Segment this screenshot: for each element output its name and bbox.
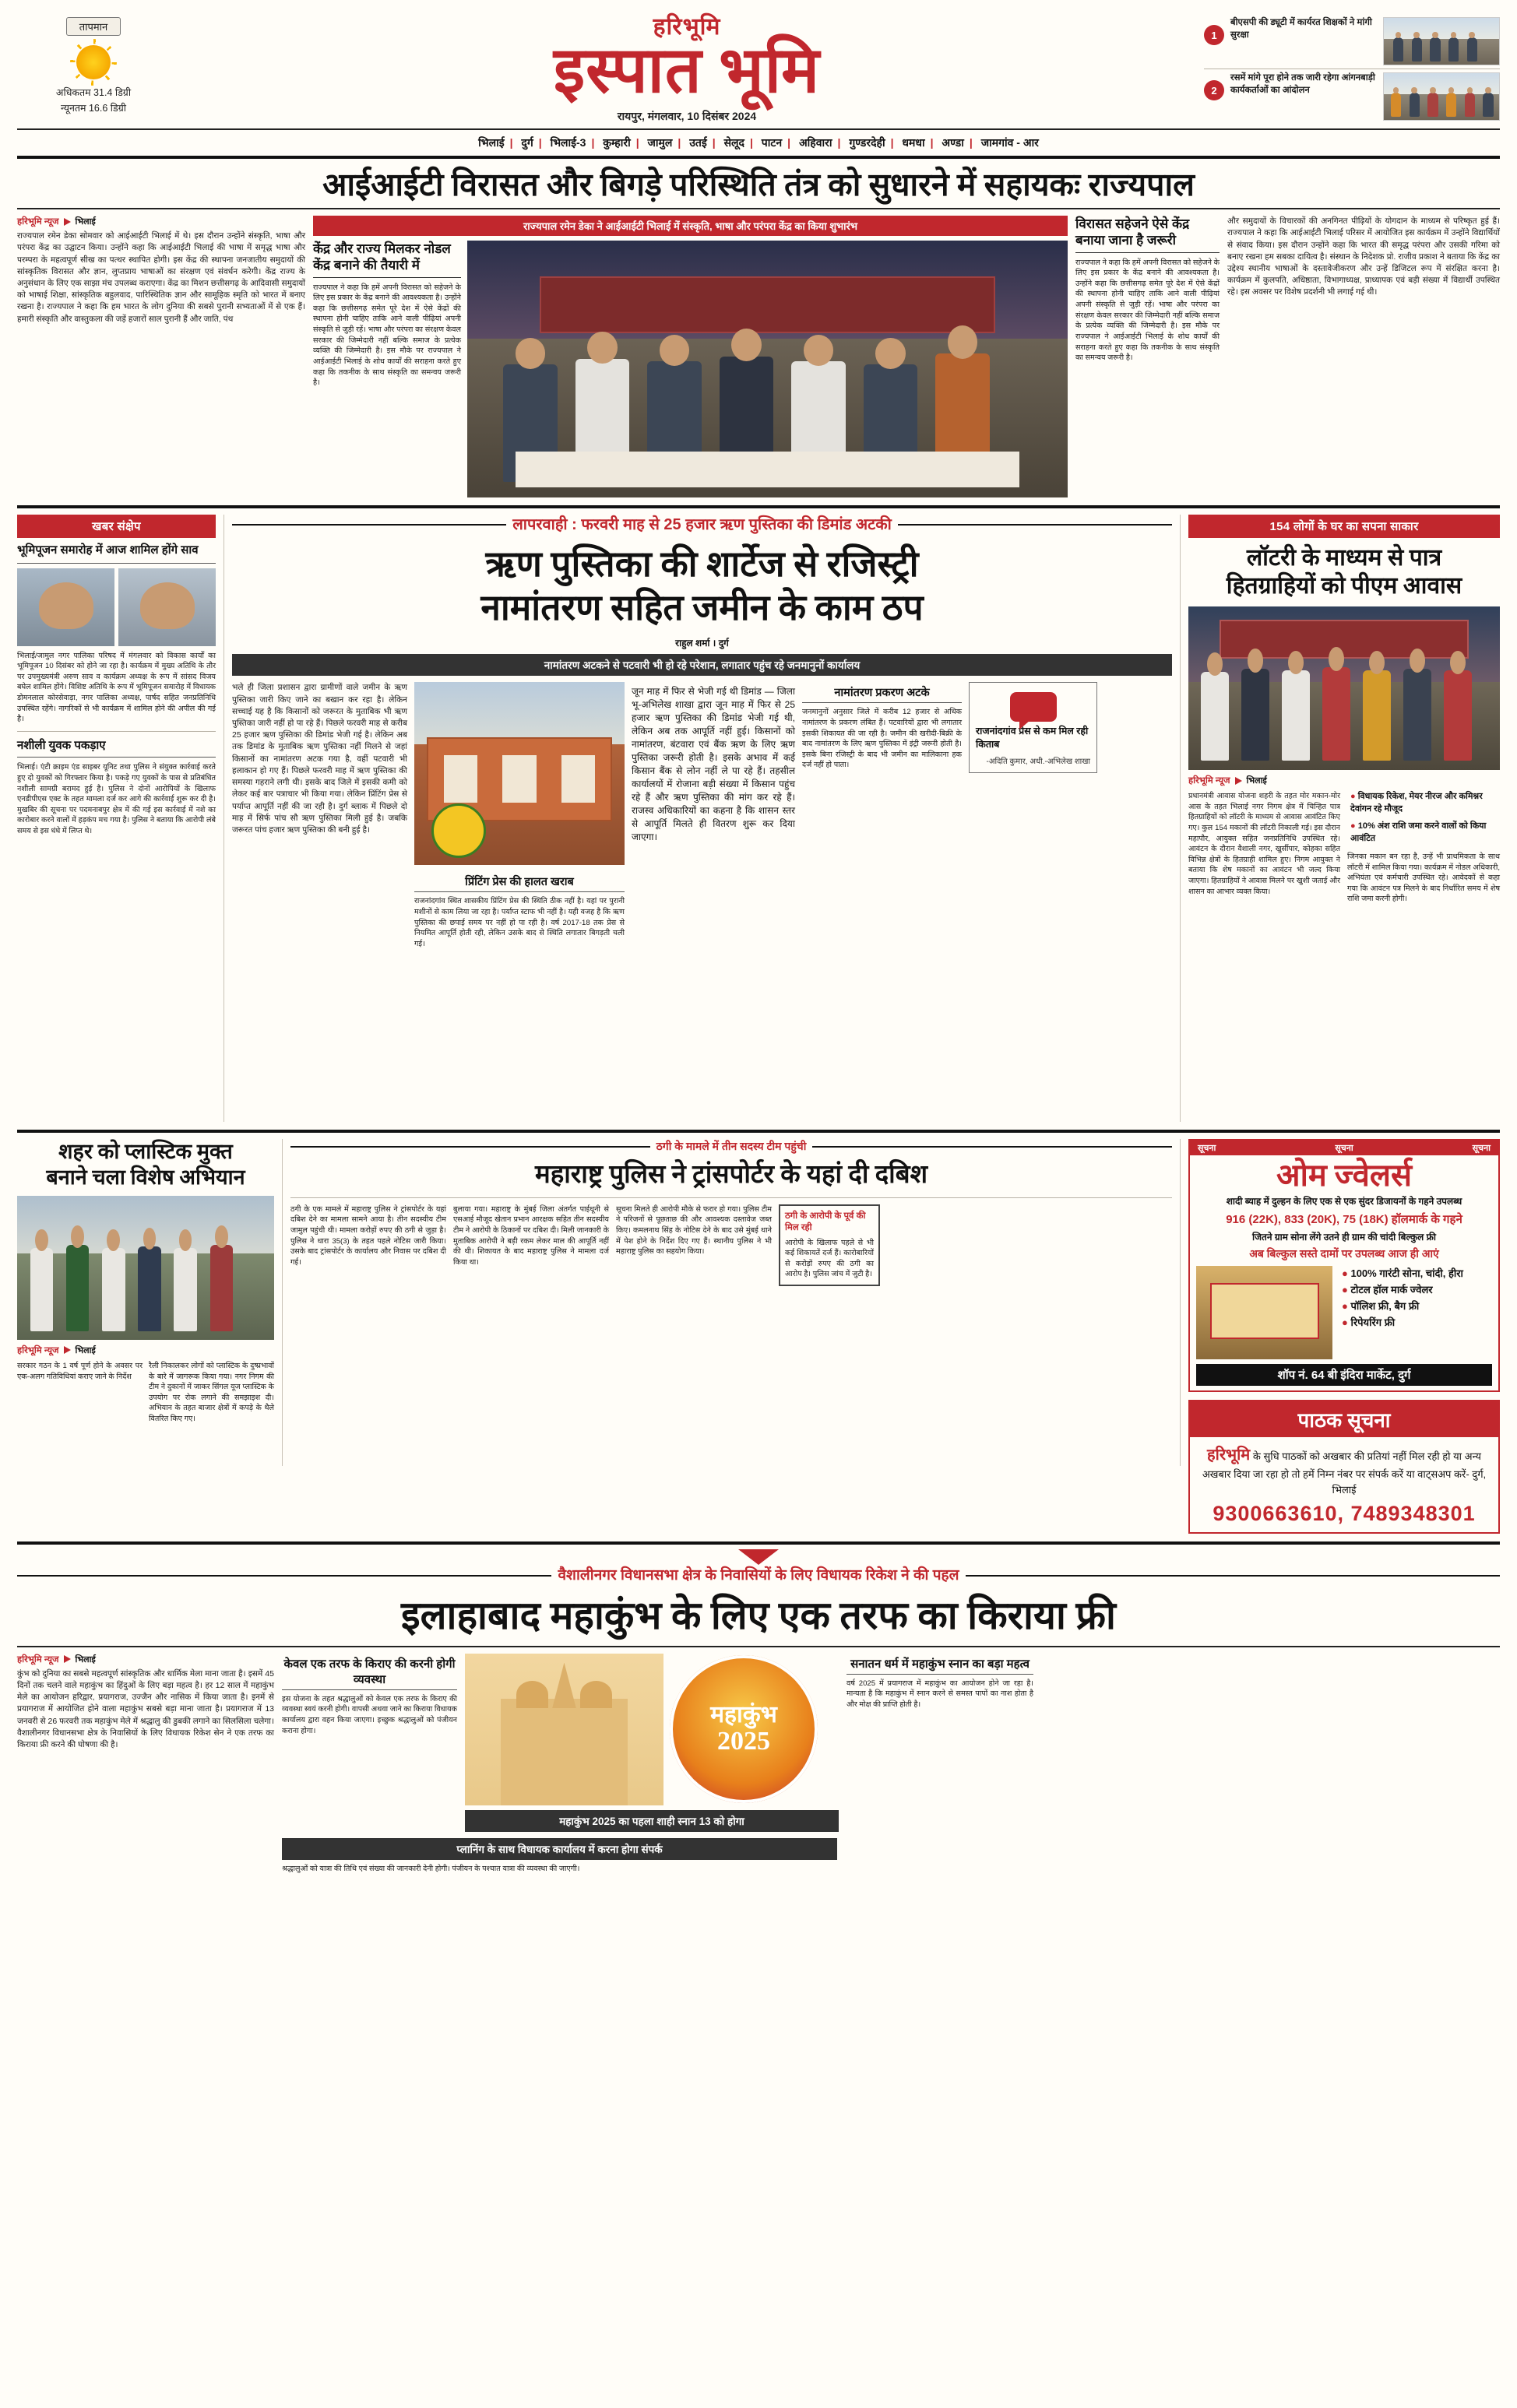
mk-badge-t1: महाकुंभ [710,1701,777,1728]
edition-2[interactable]: भिलाई-3 [550,136,586,149]
mh-col-3: सूचना मिलते ही आरोपी मौके से फरार हो गया। पुलिस टीम ने परिजनों से पूछताछ की और आवश्यक दस्तावेज जब्त किए। कमलनाथ सिंह के नोटिस देने के बाद उसे मुंबई थाने में पेश होने के निर्देश दिए गए हैं। स्थानीय पुलिस ने भी महाराष्ट्र पुलिस का सहयोग किया। [616,1204,772,1257]
rin-sub2-head: नामांतरण प्रकरण अटके [802,682,962,703]
ad-bullets [1339,1266,1492,1359]
rin-sub-bar: नामांतरण अटकने से पटवारी भी हो रहे परेशान, लगातार पहुंच रहे जनमानुनों कार्यालय [232,654,1172,676]
lottery-text: प्रधानमंत्री आवास योजना शहरी के तहत मोर मकान-मोर आस के तहत भिलाई नगर निगम क्षेत्र में चिन्हित पात्र हितग्राहियों को लॉटरी के माध्यम से आवास आवंटित किए गए। कुल 154 मकानों की लॉटरी निकाली गई। इस दौरान महापौर, आयुक्त सहित जनप्रतिनिधि उपस्थित रहे। आवंटन के दौरान वैशाली नगर, खुर्सीपार, कोहका सहित विभिन्न क्षेत्रों के हितग्राही शामिल हुए। निगम आयुक्त ने बताया कि शेष मकानों का आवंटन भी जल्द किया जाएगा। हितग्राहियों ने आवास मिलने पर खुशी जताई और शासन का आभार व्यक्त किया। [1188,792,1340,896]
plastic-byline-tag: हरिभूमि न्यूज [17,1345,59,1355]
khabar-item2-head: नशीली युवक पकड़ाए [17,738,216,758]
lead-byline-tag: हरिभूमि न्यूज [17,217,59,227]
brief-number: 1 [1204,25,1224,45]
lottery-bar: 154 लोगों के घर का सपना साकार [1188,515,1500,538]
lead-headline: आईआईटी विरासत और बिगड़े परिस्थिति तंत्र को सुधारने में सहायकः राज्यपाल [322,167,1195,202]
lottery-headline-1: लॉटरी के माध्यम से पात्र [1246,545,1442,571]
edition-11[interactable]: अण्डा [942,136,964,149]
mk-byline-place: भिलाई [75,1654,96,1665]
ad-photo [1196,1266,1332,1359]
maharashtra-story [290,1139,1172,1286]
lead-photo [467,241,1068,497]
brief-text: बीएसपी की ड्यूटी में कार्यरत शिक्षकों ने मांगी सुरक्षा [1230,18,1372,40]
paper-name: इस्पात भूमि [553,35,821,106]
mk-col-1 [17,1654,274,1752]
plastic-photo [17,1196,274,1340]
triangle-icon [1235,777,1242,785]
lead-sub-right-text: राज्यपाल ने कहा कि हमें अपनी विरासत को सहेजने के लिए इस प्रकार के केंद्र बनाने की आवश्यकता है। उन्होंने कहा कि छत्तीसगढ़ समेत पूरे देश में ऐसे केंद्रों की स्थापना होनी चाहिए ताकि आने वाली पीढ़ियां अपनी संस्कृति से जुड़ी रहें। भाषा और परंपरा का संरक्षण केवल सरकार की जिम्मेदारी नहीं बल्कि समाज के प्रत्येक व्यक्ति की जिम्मेदारी है। इस मौके पर राज्यपाल ने आईआईटी भिलाई के शोध कार्यों की सराहना करते हुए कहा कि तकनीक के साथ संस्कृति का समन्वय जरूरी है। [1075,258,1220,363]
mk-headline: इलाहाबाद महाकुंभ के लिए एक तरफ का किराया फ्री [401,1593,1116,1637]
ad-line-1: शादी ब्याह में दुल्हन के लिए एक से एक सुंदर डिजायनों के गहने उपलब्ध [1226,1196,1462,1208]
mk-text-1: कुंभ को दुनिया का सबसे महत्वपूर्ण सांस्कृतिक और धार्मिक मेला माना जाता है। इसमें 45 दिनों तक चलने वाले महाकुंभ का हिंदुओं के लिए बड़ा महत्व है। हर 12 साल में महाकुंभ मेले का आयोजन हरिद्वार, प्रयागराज, उज्जैन और नासिक में किया जाता है। इनमें से प्रयागराज में आयोजित होने वाला महाकुंभ सबसे बड़ा माना जाता है। प्रयागराज में 13 जनवरी से 26 फरवरी तक महाकुंभ मेले में श्रद्धालु की डुबकी लगाने का सिलसिला चलेगा। वैशालीनगर विधानसभा क्षेत्र के निवासियों के लिए विधायक रिकेश सेन ने एक तरफ का किराया फ्री करने की घोषणा की है। [17,1668,274,1750]
lottery-headline-2: हितग्राहियों को पीएम आवास [1226,573,1462,599]
lead-center [313,216,1068,497]
lottery-text-2: जिनका मकान बन रहा है, उन्हें भी प्राथमिकता के साथ लॉटरी में शामिल किया गया। कार्यक्रम में नोडल अधिकारी, अभियंता एवं कर्मचारी उपस्थित रहे। आवेदकों से कहा गया कि आवंटन पत्र मिलने के बाद निर्धारित समय में शेष राशि जमा करनी होगी। [1347,852,1500,904]
khabar-item1-text: भिलाई/जामुल नगर पालिका परिषद में मंगलवार को विकास कार्यों का भूमिपूजन 10 दिसंबर को होने जा रहा है। कार्यक्रम में मुख्य अतिथि के तौर पर उपमुख्यमंत्री अरुण साव व कार्यक्रम अध्यक्ष के रूप में सांसद विजय बघेल शामिल होंगे। विशिष्ट अतिथि के रूप में भूमिपूजन समारोह में विधायक डोमनलाल कोरसेवाड़ा, नगर पालिका अध्यक्ष, पार्षद सहित जनप्रतिनिधि उपस्थित रहेंगे। नागरिकों से भी कार्यक्रम में शामिल होने की अपील की गई है। [17,651,216,724]
lead-story [17,159,1500,497]
mh-side-box [779,1204,880,1286]
triangle-icon [64,1655,71,1663]
masthead-title [178,14,1196,124]
triangle-icon [64,1346,71,1354]
khabar-photo-2 [118,568,216,646]
lead-sub-left-text: राज्यपाल ने कहा कि हमें अपनी विरासत को सहेजने के लिए इस प्रकार के केंद्र बनाने की आवश्यकता है। उन्होंने कहा कि छत्तीसगढ़ समेत पूरे देश में ऐसे केंद्रों की स्थापना होनी चाहिए ताकि आने वाली पीढ़ियां अपनी संस्कृति से जुड़ी रहें। भाषा और परंपरा का संरक्षण केवल सरकार की जिम्मेदारी नहीं बल्कि समाज के प्रत्येक व्यक्ति की जिम्मेदारी है। इस मौके पर राज्यपाल ने आईआईटी भिलाई के शोध कार्यों की सराहना करते हुए कहा कि तकनीक के साथ संस्कृति का समन्वय जरूरी है। [313,283,461,388]
max-temp: अधिकतम 31.4 डिग्री [55,87,132,98]
rin-sub1-text: राजनांदगांव स्थित शासकीय प्रिंटिंग प्रेस की स्थिति ठीक नहीं है। यहां पर पुरानी मशीनों से काम लिया जा रहा है। पर्याप्त स्टाफ भी नहीं है। यही वजह है कि ऋण पुस्तिका की छपाई समय पर नहीं हो पा रही है। वर्ष 2017-18 तक प्रेस से नियमित आपूर्ति होती रही, लेकिन उसके बाद से स्थिति लगातार बिगड़ती चली गई। [414,897,625,948]
lead-sub-left-head: केंद्र और राज्य मिलकर नोडल केंद्र बनाने की तैयारी में [313,241,461,278]
mk-sub1-text: इस योजना के तहत श्रद्धालुओं को केवल एक तरफ के किराए की व्यवस्था स्वयं करनी होगी। वापसी अथवा जाने का किराया विधायक कार्यालय द्वारा वहन किया जाएगा। इच्छुक श्रद्धालुओं को पंजीयन कराना होगा। [282,1694,457,1735]
edition-7[interactable]: पाटन [761,136,783,149]
edition-5[interactable]: उतई [689,136,707,149]
rin-quote: राजनांदगांव प्रेस से कम मिल रही किताब [976,726,1089,751]
edition-12[interactable]: जामगांव - आर [980,136,1039,149]
reader-notice[interactable] [1188,1400,1500,1534]
lead-text-1: राज्यपाल रमेन डेका सोमवार को आईआईटी भिलाई में थे। इस दौरान उन्होंने संस्कृति, भाषा और परंपरा केंद्र का उद्घाटन किया। उन्होंने कहा कि आईआईटी भिलाई की भाषा में समृद्ध भाषा और परम्परा के महत्वपूर्ण सीख का पत्थर स्थापित होगी। इस केंद्र की स्थापना जनजातीय समुदायों की सांस्कृतिक विरासत और ज्ञान, लुप्तप्राय भाषाओं का संरक्षण एवं संवर्धन करेगी। केंद्र राज्य के अनुसंधान के लिए एक साझा मंच उपलब्ध कराएगा। केंद्र का मिशन छत्तीसगढ़ के आदिवासी समुदायों को भाषाई शिक्षा, सांस्कृतिक बहुलवाद, पारिस्थितिक ज्ञान और सामूहिक स्मृति को भारत में बनाए रखना है। राज्यपाल ने कहा कि हम भारत के लोग दुनिया की सबसे पुरानी सभ्यताओं में से एक हैं। हमारी संस्कृति और वास्तुकला की जड़ें हजारों साल पुरानी हैं और जाति, पंथ [17,231,305,324]
quote-bubble-icon [1010,692,1057,722]
weather-title: तापमान [66,17,121,36]
mk-caption: महाकुंभ 2025 का पहला शाही स्नान 13 को होगा [465,1810,839,1832]
ad-bullet-1: ● टोटल हॉल मार्क ज्वेलर [1342,1282,1492,1299]
khabar-sankshep [17,515,216,837]
lottery-byline-tag: हरिभूमि न्यूज [1188,776,1230,786]
ad-bullet-2: ● पॉलिश फ्री, बैग फ्री [1342,1299,1492,1315]
plastic-headline-1: शहर को प्लास्टिक मुक्त [58,1140,233,1164]
place-date: रायपुर, मंगलवार, 10 दिसंबर 2024 [617,109,757,122]
rin-sub1-head: प्रिंटिंग प्रेस की हालत खराब [414,871,625,892]
notice-phone[interactable]: 9300663610, 7489348301 [1213,1502,1476,1526]
arrow-down-icon [738,1549,779,1565]
rin-byline: राहुल शर्मा । दुर्ग [675,638,729,649]
rin-headline-2: नामांतरण सहित जमीन के काम ठप [480,588,924,628]
ad-tag-left: सूचना [1198,1144,1216,1154]
khabar-item1-head: भूमिपूजन समारोह में आज शामिल होंगे साव [17,538,216,564]
brief-item[interactable] [1204,14,1500,69]
khabar-item2-text: भिलाई। एंटी क्राइम एंड साइबर यूनिट तथा पुलिस ने संयुक्त कार्रवाई करते हुए दो युवकों को गिरफ्तार किया है। पकड़े गए युवकों के पास से प्रतिबंधित नशीली सामग्री बरामद हुई है। पुलिस ने दोनों आरोपियों के खिलाफ एनडीपीएस एक्ट के तहत मामला दर्ज कर आगे की कार्रवाई शुरू कर दी है। मुखबिर की सूचना पर पदमनाबपुर क्षेत्र में की गई इस कार्रवाई में नशे का कारोबार करने वालों में हड़कंप मच गया है। पुलिस ने बताया कि आरोपी लंबे समय से इस धंधे में लिप्त थे। [17,763,216,836]
plastic-headline-2: बनाने चला विशेष अभियान [46,1165,245,1189]
ad-line-4: अब बिल्कुल सस्ते दामों पर उपलब्ध आज ही आएं [1249,1247,1439,1260]
min-temp: न्यूनतम 16.6 डिग्री [61,103,126,114]
rin-headline-1: ऋण पुस्तिका की शार्टेज से रजिस्ट्री [485,544,919,585]
sun-icon [76,45,111,79]
edition-9[interactable]: गुण्डरदेही [849,136,885,149]
mh-col-1: ठगी के एक मामले में महाराष्ट्र पुलिस ने ट्रांसपोर्टर के यहां दबिश देने का मामला सामने आया है। तीन सदस्यीय टीम जामुल पहुंची थी। मामला करोड़ों रुपए की ठगी से जुड़ा है। पुलिस ने धारा 35(3) के तहत पहले नोटिस जारी किया। उसके बाद ट्रांसपोर्टर के कार्यालय और निवास पर दबिश दी गई। [290,1204,446,1267]
mk-media [465,1654,839,1832]
mk-kicker: वैशालीनगर विधानसभा क्षेत्र के निवासियों के लिए विधायक रिकेश ने की पहल [558,1567,959,1584]
notice-text: के सुधि पाठकों को अखबार की प्रतियां नहीं मिल रही हो या अन्य अखबार दिया जा रहा हो तो हमें निम्न नंबर पर संपर्क करें या वाट्सअप करें- दुर्ग, भिलाई [1202,1450,1487,1496]
masthead [17,14,1500,124]
brief-text: रसमें मांगे पूरा होने तक जारी रहेगा आंगनबाड़ी कार्यकर्ताओं का आंदोलन [1230,73,1375,95]
khabar-photo-1 [17,568,114,646]
lottery-byline-place: भिलाई [1246,776,1267,786]
rin-kicker: लापरवाही : फरवरी माह से 25 हजार ऋण पुस्तिका की डिमांड अटकी [512,516,892,534]
brief-photo [1383,17,1500,65]
lead-col-3 [1227,216,1500,497]
plastic-byline-place: भिलाई [75,1345,96,1355]
lead-text-3: और समुदायों के विचारकों की अनगिनत पीढ़ियों के योगदान के माध्यम से परिष्कृत हुई हैं। राज्यपाल ने कहा कि आईआईटी भिलाई परिसर में आयोजित इस कार्यक्रम में उन्होंने विद्यार्थियों से संवाद किया। इस दौरान उन्होंने कहा कि भारत की समृद्ध परंपरा और उसकी गरिमा को बनाए रखना हम सबका दायित्व है। संस्थान के निदेशक प्रो. राजीव प्रकाश ने बताया कि केंद्र का उद्देश्य स्थानीय भाषाओं के दस्तावेजीकरण और उन्हें डिजिटल रूप में संरक्षित करना है। कार्यक्रम में कुलपति, अधिष्ठाता, विभागाध्यक्ष, प्राध्यापक एवं बड़ी संख्या में विद्यार्थी उपस्थित रहे। इस अवसर पर विशेष प्रदर्शनी भी लगाई गई थी। [1227,216,1500,297]
top-briefs [1204,14,1500,124]
mk-bottom-bar: प्लानिंग के साथ विधायक कार्यालय में करना होगा संपर्क [282,1838,837,1860]
mk-temple-photo [465,1654,663,1805]
brief-photo [1383,72,1500,121]
lead-sub-right-head: विरासत सहेजने ऐसे केंद्र बनाया जाना है जरूरी [1075,216,1220,253]
brief-item[interactable] [1204,69,1500,124]
mh-side-head: ठगी के आरोपी के पूर्व की मिल रही [785,1211,866,1232]
mahakumbh-badge [670,1655,818,1803]
ad-bullet-0: ● 100% गारंटी सोना, चांदी, हीरा [1342,1266,1492,1282]
edition-4[interactable]: जामुल [647,136,673,149]
lead-photo-caption: राज्यपाल रमेन डेका ने आईआईटी भिलाई में संस्कृति, भाषा और परंपरा केंद्र का किया शुभारंभ [313,216,1068,236]
brief-number: 2 [1204,80,1224,100]
notice-brand: हरिभूमि [1207,1447,1251,1464]
ad-address: शॉप नं. 64 बी इंदिरा मार्केट, दुर्ग [1196,1364,1492,1386]
rin-col2-head: जून माह में फिर से भेजी गई थी डिमांड — जिला भू-अभिलेख शाखा द्वारा जून माह में फिर से 25 हजार ऋण पुस्तिका की डिमांड भेजी गई थी, लेकिन अब तक आपूर्ति नहीं हुई। किसानों को नामांतरण, बंटवारा एवं बैंक ऋण के लिए ऋण पुस्तिका जरूरी होती है। इसके अभाव में कई किसान बैंक से लोन नहीं ले पा रहे हैं। तहसील कार्यालयों में रोजाना बड़ी संख्या में किसान पहुंच रहे हैं और ऋण पुस्तिका की मांग कर रहे हैं। राजस्व अधिकारियों का कहना है कि शासन स्तर से आपूर्ति मिलते ही वितरण शुरू कर दिया जाएगा। [632,686,795,843]
edition-10[interactable]: धमधा [902,136,925,149]
ad-tag-right: सूचना [1472,1144,1491,1154]
rin-photo [414,682,625,865]
edition-0[interactable]: भिलाई [478,136,505,149]
lottery-story [1188,515,1500,905]
mk-byline-tag: हरिभूमि न्यूज [17,1654,59,1665]
plastic-story [17,1139,274,1424]
notice-title: पाठक सूचना [1190,1401,1498,1437]
lead-sub-left-block [313,241,461,497]
edition-8[interactable]: अहिवारा [798,136,832,149]
ad-line-2: 916 (22K), 833 (20K), 75 (18K) हॉलमार्क के गहने [1226,1213,1462,1227]
mk-badge-t2: 2025 [717,1726,770,1756]
weather-box [17,14,170,117]
mh-headline: महाराष्ट्र पुलिस ने ट्रांसपोर्टर के यहां दी दबिश [534,1161,928,1190]
mk-bottom-text: श्रद्धालुओं को यात्रा की तिथि एवं संख्या की जानकारी देनी होगी। पंजीयन के पश्चात यात्रा की व्यवस्था की जाएगी। [282,1864,580,1873]
rin-col-1: भले ही जिला प्रशासन द्वारा ग्रामीणों वाले जमीन के ऋण पुस्तिका जारी किए जाने का बखान कर रहा है। लेकिन सच्चाई यह है कि किसानों को जरूरत के मुताबिक भी ऋण पुस्तिका जारी नहीं हो पा रहे हैं। पिछले फरवरी माह से करीब 25 हजार ऋण पुस्तिका की डिमांड भेजी गई है। लेकिन अब तक डिमांड के मुताबिक ऋण पुस्तिका नहीं मिलने से जहां किसानों का नामांतरण अटक गया है, वहीं पटवारी भी हलाकान हो गए हैं। पिछले फरवरी माह में ऋण पुस्तिका की समस्या गहराने लगी थी। इसके बाद जिले में इसकी कमी को लेकर कई बार पत्राचार भी किया गया। लेकिन प्रिंटिंग प्रेस से पर्याप्त आपूर्ति नहीं की जा रही है। दुर्ग ब्लाक में पिछले दो माह में सिर्फ पांच सौ ऋण पुस्तिका मिली हुई है। जबकि जरूरत पांच हजार ऋण पुस्तिका की बनी हुई है। [232,683,407,835]
lottery-bullet-1: ● 10% अंश राशि जमा करने वालों को किया आवंटित [1350,821,1500,845]
edition-6[interactable]: सेलूद [723,136,744,149]
plastic-text-1: सरकार गठन के 1 वर्ष पूर्ण होने के अवसर पर एक-अलग गतिविधियां कराए जाने के निर्देश [17,1361,143,1381]
ad-line-3: जितने ग्राम सोना लेंगे उतने ही ग्राम की चांदी बिल्कुल फ्री [1251,1232,1436,1243]
publisher-logo: हरिभूमि [653,14,721,40]
mahakumbh-story [17,1549,1500,1874]
mh-side-text: आरोपी के खिलाफ पहले से भी कई शिकायतें दर्ज हैं। कारोबारियों से करोड़ों रुपए की ठगी का आरोप है। पुलिस जांच में जुटी है। [785,1238,874,1279]
rin-pustika-story [232,515,1172,949]
ads-column [1188,1139,1500,1534]
mk-sub1-head: केवल एक तरफ के किराए की करनी होगी व्यवस्था [282,1654,457,1690]
ad-title: ओम ज्वेलर्स [1276,1158,1413,1193]
ad-tag-mid: सूचना [1335,1144,1353,1154]
ad-bullet-3: ● रिपेयरिंग फ्री [1342,1315,1492,1331]
rin-quote-by: -अदिति कुमार, अधी.-अभिलेख शाखा [986,758,1090,767]
edition-1[interactable]: दुर्ग [521,136,533,149]
edition-3[interactable]: कुम्हारी [603,136,631,149]
mk-sub2-head: सनातन धर्म में महाकुंभ स्नान का बड़ा महत्व [846,1654,1033,1675]
lottery-photo [1188,606,1500,770]
lottery-bullet-0: ● विधायक रिकेश, मेयर नीरज और कमिश्नर देवांगन रहे मौजूद [1350,791,1500,816]
mk-sub-1 [282,1654,457,1736]
lead-sub-right-block [1075,216,1220,497]
mh-col-2: बुलाया गया। महाराष्ट्र के मुंबई जिला अंतर्गत पाईधूनी से एसआई मौजूद खेतान प्रभान आरक्षक सहित तीन सदस्यीय टीम ने आरोपी के ठिकानों पर दबिश दी। मिली जानकारी के मुताबिक आरोपी ने बड़ी रकम लेकर माल की आपूर्ति नहीं की थी। शिकायत के बाद महाराष्ट्र पुलिस ने मामला दर्ज किया था। [453,1204,609,1267]
lead-byline-place: भिलाई [75,217,96,227]
khabar-bar: खबर संक्षेप [17,515,216,538]
mh-bar: ठगी के मामले में तीन सदस्य टीम पहुंची [656,1140,807,1153]
rin-quote-box [969,682,1097,773]
rin-sub2-text: जनमानुनों अनुसार जिले में करीब 12 हजार से अधिक नामांतरण के प्रकरण लंबित हैं। पटवारियों द्वारा भी लगातार इसकी शिकायत की जा रही है। जमीन की खरीदी-बिक्री के बाद नामांतरण के लिए ऋण पुस्तिका में इंट्री जरूरी होती है। इसके बिना रजिस्ट्री के बाद भी जमीन का मालिकाना हक दर्ज नहीं हो पाता। [802,708,962,770]
plastic-text-2: रैली निकालकर लोगों को प्लास्टिक के दुष्प्रभावों के बारे में जागरूक किया गया। नगर निगम की टीम ने दुकानों में जाकर सिंगल यूज प्लास्टिक के उपयोग पर रोक लगाने की समझाइश दी। अभियान के तहत बाजार क्षेत्रों में कपड़े के थैले वितरित किए गए। [149,1361,274,1423]
triangle-icon [64,218,71,226]
lead-col-1 [17,216,305,497]
jewellers-ad[interactable] [1188,1139,1500,1392]
editions-strip: भिलाई | दुर्ग | भिलाई-3 | कुम्हारी | जामुल | उतई | सेलूद | पाटन | अहिवारा | गुण्डरदेही | धमधा | अण्डा | जामगांव - आर [17,130,1500,156]
mk-sub-2 [846,1654,1033,1710]
mk-sub2-text: वर्ष 2025 में प्रयागराज में महाकुंभ का आयोजन होने जा रहा है। मान्यता है कि महाकुंभ में स्नान करने से समस्त पापों का नाश होता है और मोक्ष की प्राप्ति होती है। [846,1679,1033,1710]
